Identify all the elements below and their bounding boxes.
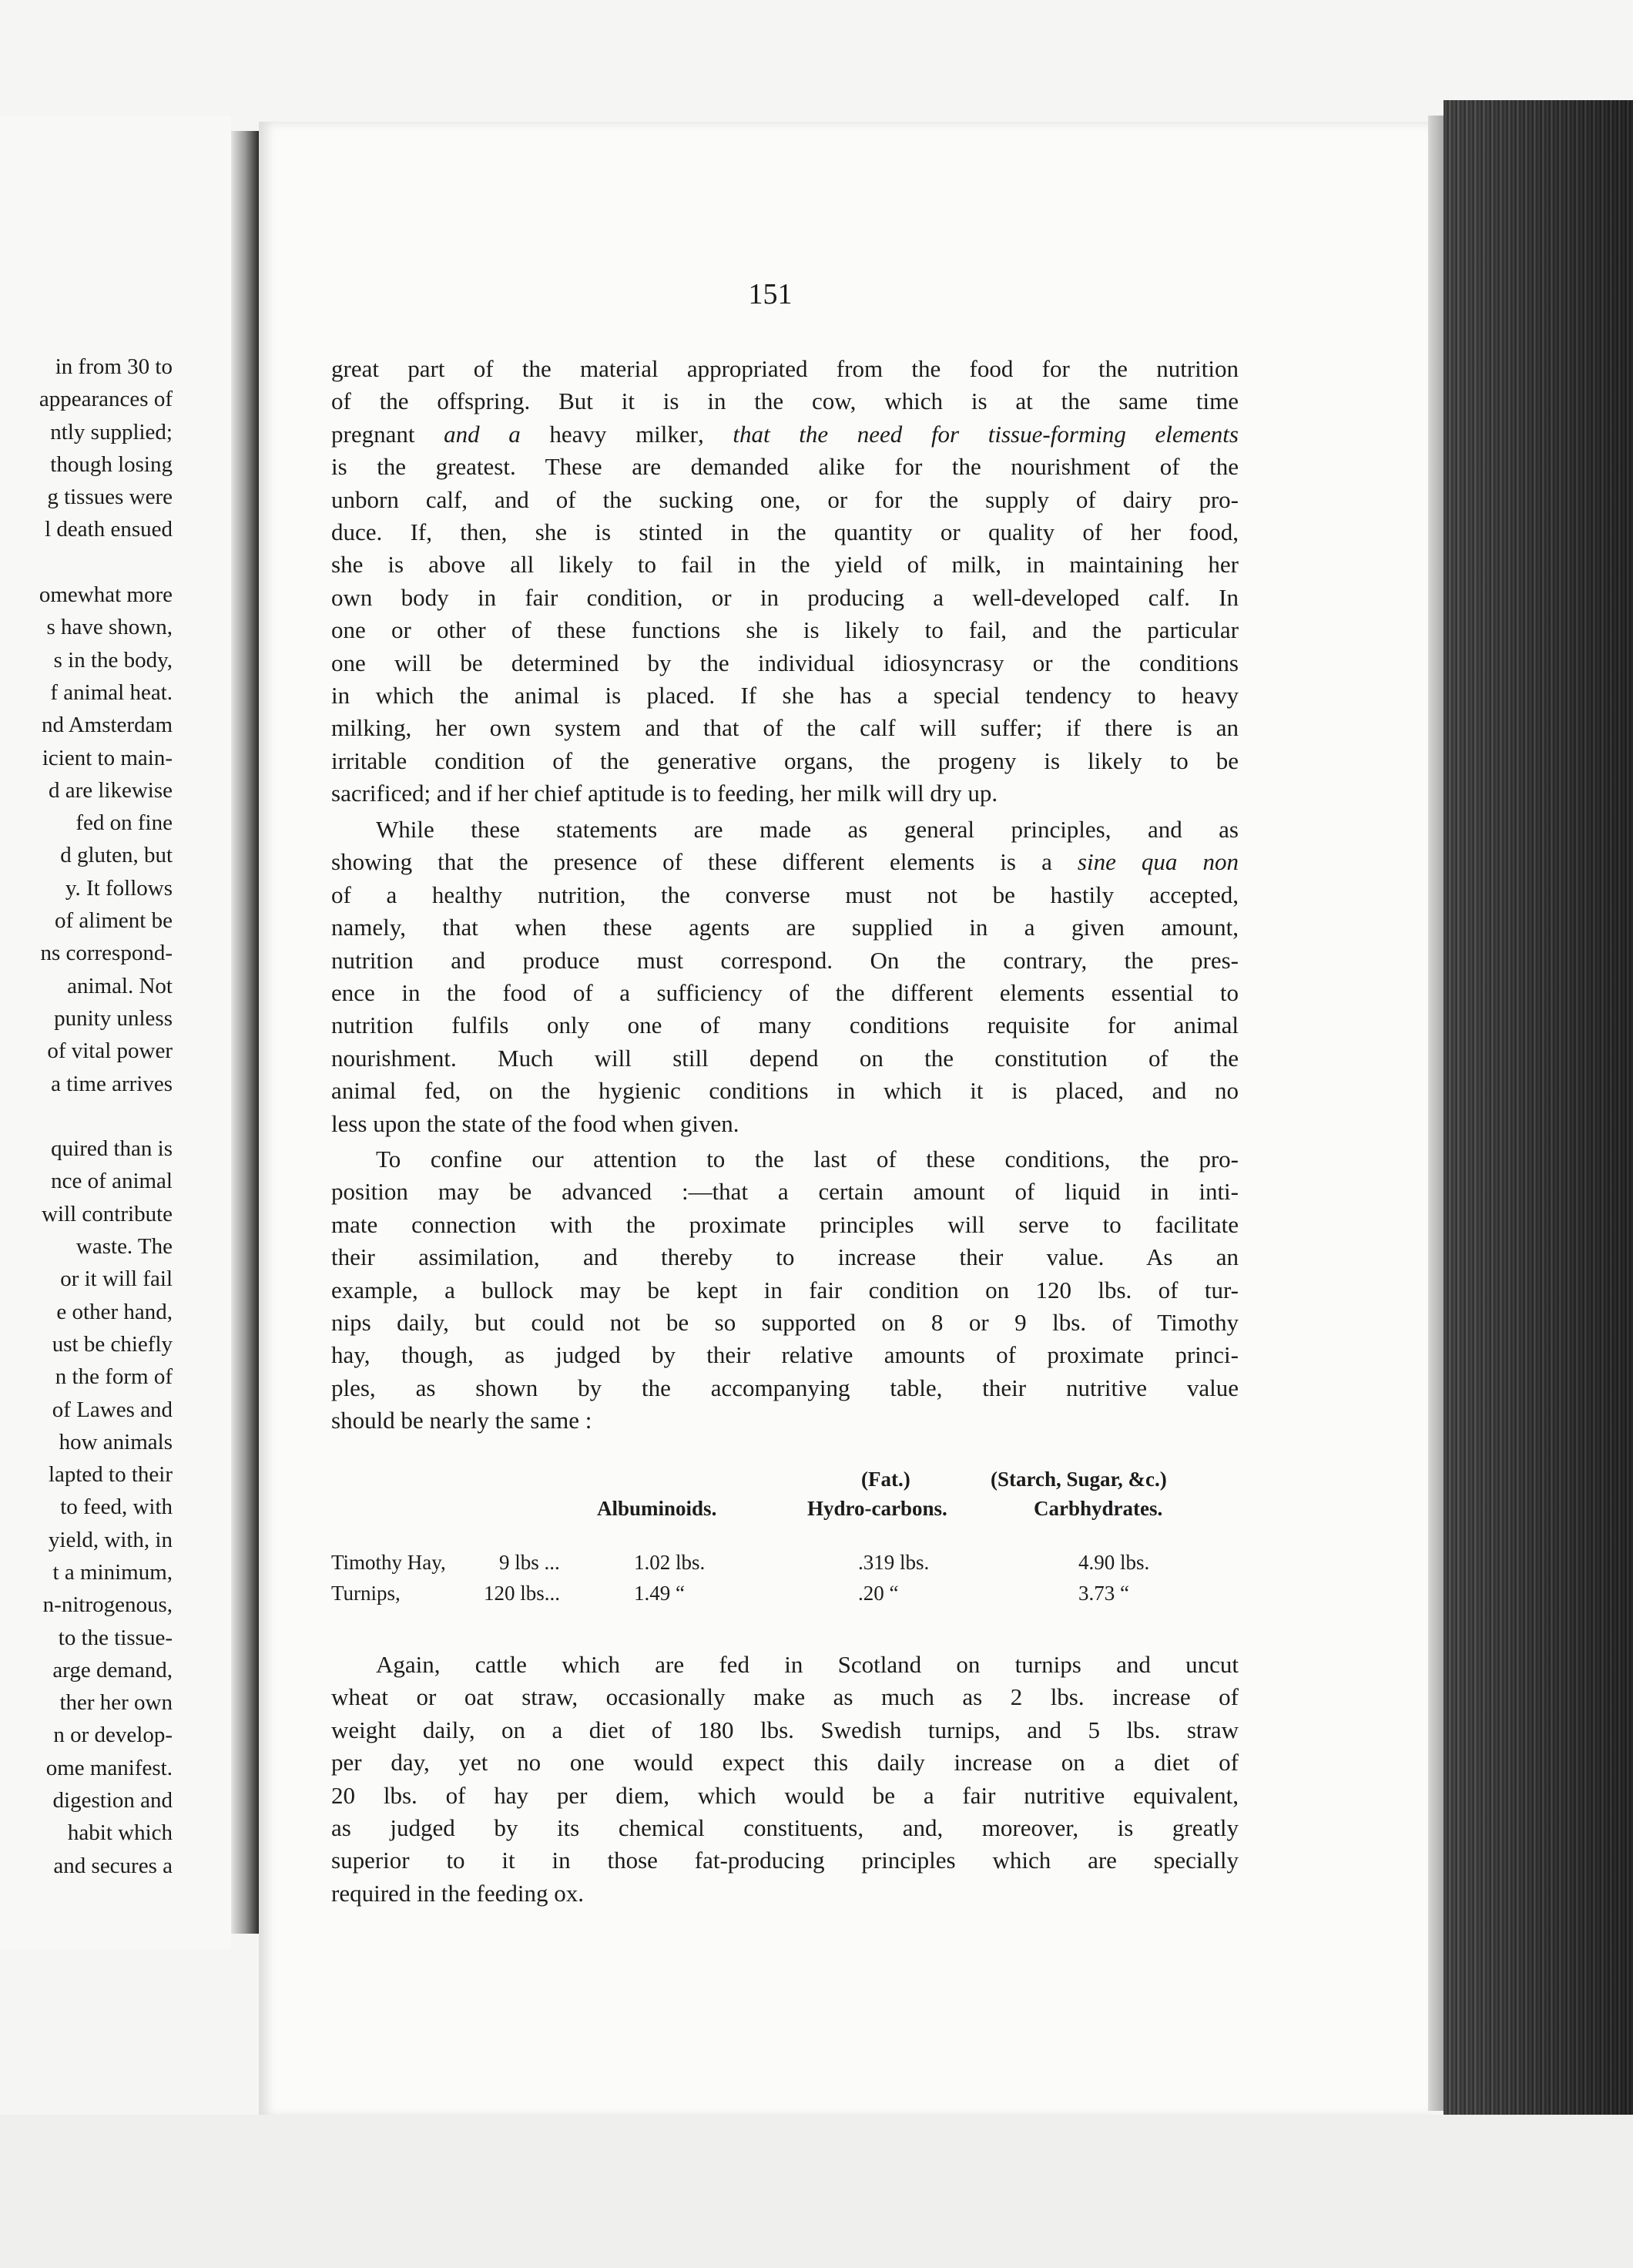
text-segment: pregnant xyxy=(331,420,415,448)
text-line: is the greatest. These are demanded alike for the nourishment of the xyxy=(331,453,1239,481)
left-page-line: ns correspond- xyxy=(40,941,173,966)
left-page-line: of aliment be xyxy=(54,908,173,934)
left-page-line: s have shown, xyxy=(46,615,173,640)
left-page-line: in from 30 to xyxy=(55,354,173,379)
left-page-line: icient to main- xyxy=(42,745,173,770)
text-line: namely, that when these agents are supplied in a given amount, xyxy=(331,914,1239,941)
table-row-1-qty: 9 lbs ... xyxy=(499,1551,560,1574)
text-line: example, a bullock may be kept in fair condition on 120 lbs. of tur- xyxy=(331,1276,1239,1303)
left-page-line: punity unless xyxy=(54,1005,173,1031)
table-head-starch: (Starch, Sugar, &c.) xyxy=(991,1468,1167,1491)
text-segment: heavy milker xyxy=(549,420,698,448)
book-fore-edge-shade xyxy=(1444,100,1633,2119)
paragraph-2 xyxy=(331,814,1239,1140)
text-line: nutrition and produce must correspond. On the contrary, the pres- xyxy=(331,946,1239,974)
text-line: of a healthy nutrition, the converse must not be hastily accepted, xyxy=(331,881,1239,908)
left-page-line: e other hand, xyxy=(56,1299,173,1324)
table-head-fat: (Fat.) xyxy=(861,1468,910,1491)
text-line: weight daily, on a diet of 180 lbs. Swedish turnips, and 5 lbs. straw xyxy=(331,1716,1239,1743)
text-line: as judged by its chemical constituents, and, moreover, is greatly xyxy=(331,1813,1239,1841)
text-segment: showing that the presence of these different elements is a xyxy=(331,848,1078,876)
left-page-line: ther her own xyxy=(59,1690,173,1716)
left-page-line: a time arrives xyxy=(51,1071,173,1096)
text-line: great part of the material appropriated from the food for the nutrition xyxy=(331,355,1239,382)
text-line: own body in fair condition, or in producing a well-developed calf. In xyxy=(331,583,1239,611)
left-page-line: of Lawes and xyxy=(52,1397,173,1422)
left-page-line: ust be chiefly xyxy=(52,1331,173,1357)
left-page-line: n the form of xyxy=(55,1364,173,1390)
text-line: required in the feeding ox. xyxy=(331,1879,584,1907)
text-line: 20 lbs. of hay per diem, which would be a fair nutritive equivalent, xyxy=(331,1781,1239,1809)
left-page-line: lapted to their xyxy=(48,1462,173,1488)
table-row-1-albuminoids: 1.02 lbs. xyxy=(634,1551,706,1574)
text-line: nips daily, but could not be so supported on 8 or 9 lbs. of Timothy xyxy=(331,1308,1239,1336)
text-line: of the offspring. But it is in the cow, which is at the same time xyxy=(331,388,1239,415)
left-page-line: l death ensued xyxy=(45,517,173,542)
left-page-line: arge demand, xyxy=(52,1657,173,1683)
page-number: 151 xyxy=(748,278,793,310)
table-row-2-qty: 120 lbs... xyxy=(484,1582,561,1605)
table-col-carbhydrates: Carbhydrates. xyxy=(1034,1497,1163,1520)
text-line xyxy=(331,418,1239,451)
text-line: per day, yet no one would expect this daily increase on a diet of xyxy=(331,1749,1239,1776)
text-line: one will be determined by the individual idiosyncrasy or the conditions xyxy=(331,649,1239,676)
text-line xyxy=(331,846,1239,878)
book-gutter xyxy=(231,131,259,1934)
italic-phrase: and a xyxy=(414,420,550,448)
text-line: While these statements are made as general principles, and as xyxy=(376,816,1239,843)
text-line: hay, though, as judged by their relative amounts of proximate princi- xyxy=(331,1341,1239,1369)
table-row-2-carbhydrates: 3.73 “ xyxy=(1078,1582,1129,1605)
left-page-line: quired than is xyxy=(51,1136,173,1162)
left-page-line: f animal heat. xyxy=(50,679,173,705)
text-line: mate connection with the proximate principles will serve to facilitate xyxy=(331,1210,1239,1238)
text-line: in which the animal is placed. If she has a special tendency to heavy xyxy=(331,681,1239,709)
text-line: sacrificed; and if her chief aptitude is to feeding, her milk will dry up. xyxy=(331,780,998,807)
text-line: animal fed, on the hygienic conditions in which it is placed, and no xyxy=(331,1077,1239,1105)
text-line: their assimilation, and thereby to increase their value. As an xyxy=(331,1243,1239,1271)
left-page-line: digestion and xyxy=(52,1788,173,1813)
paragraph-3 xyxy=(331,1143,1239,1438)
text-line: ence in the food of a sufficiency of the different elements essential to xyxy=(331,978,1239,1006)
italic-phrase: , that the need for tissue-forming elements xyxy=(698,420,1239,448)
text-line: milking, her own system and that of the calf will suffer; if there is an xyxy=(331,714,1239,742)
table-row-2-name: Turnips, xyxy=(331,1582,401,1605)
left-page-line: habit which xyxy=(67,1820,173,1846)
table-row-1-hydrocarbons: .319 lbs. xyxy=(858,1551,930,1574)
paragraph-4 xyxy=(331,1649,1239,1910)
table-row-1-carbhydrates: 4.90 lbs. xyxy=(1078,1551,1150,1574)
left-page-line: yield, with, in xyxy=(48,1527,173,1552)
left-page-line: fed on fine xyxy=(75,810,173,836)
text-line: one or other of these functions she is likely to fail, and the particular xyxy=(331,616,1239,644)
text-line: ples, as shown by the accompanying table, their nutritive value xyxy=(331,1374,1239,1401)
table-row-2-hydrocarbons: .20 “ xyxy=(858,1582,899,1605)
left-page-line: ome manifest. xyxy=(45,1755,173,1780)
left-page-line: g tissues were xyxy=(47,485,173,510)
table-col-hydrocarbons: Hydro-carbons. xyxy=(807,1497,947,1520)
left-page-line: will contribute xyxy=(42,1201,173,1226)
left-page-line: appearances of xyxy=(39,387,173,412)
left-page xyxy=(0,116,231,1949)
text-line: she is above all likely to fail in the yield of milk, in maintaining her xyxy=(331,551,1239,579)
text-line: To confine our attention to the last of these conditions, the pro- xyxy=(376,1146,1239,1173)
left-page-line: nce of animal xyxy=(51,1169,173,1194)
page-edge xyxy=(1428,116,1444,2111)
text-line: unborn calf, and of the sucking one, or for the supply of dairy pro- xyxy=(331,485,1239,513)
left-page-line: d gluten, but xyxy=(60,843,173,868)
paragraph-1 xyxy=(331,353,1239,810)
left-page-line: omewhat more xyxy=(39,582,173,608)
text-line: superior to it in those fat-producing principles which are specially xyxy=(331,1847,1239,1874)
text-line: nourishment. Much will still depend on the constitution of the xyxy=(331,1044,1239,1072)
left-page-line: animal. Not xyxy=(67,973,173,998)
left-page-line: y. It follows xyxy=(65,875,173,901)
left-page-line xyxy=(0,546,173,579)
text-line: duce. If, then, she is stinted in the quantity or quality of her food, xyxy=(331,518,1239,545)
left-page-line: and secures a xyxy=(53,1853,173,1878)
text-line: nutrition fulfils only one of many conditions requisite for animal xyxy=(331,1012,1239,1039)
table-row-2-albuminoids: 1.49 “ xyxy=(634,1582,685,1605)
left-page-line: n or develop- xyxy=(53,1723,173,1748)
left-page-line: or it will fail xyxy=(60,1267,173,1292)
italic-phrase: sine qua non xyxy=(1077,848,1239,876)
left-page-line: d are likewise xyxy=(48,777,173,803)
left-page-line: to feed, with xyxy=(60,1495,173,1520)
left-page-line: t a minimum, xyxy=(52,1559,173,1585)
left-page-line: of vital power xyxy=(47,1038,173,1064)
left-page-line: though losing xyxy=(50,451,173,477)
text-line: Again, cattle which are fed in Scotland on turnips and uncut xyxy=(376,1651,1239,1678)
left-page-line: to the tissue- xyxy=(58,1625,173,1650)
text-line: position may be advanced :—that a certain amount of liquid in inti- xyxy=(331,1178,1239,1206)
left-page-line xyxy=(0,1100,173,1132)
text-line: less upon the state of the food when given. xyxy=(331,1109,739,1137)
text-line: irritable condition of the generative organs, the progeny is likely to be xyxy=(331,746,1239,774)
left-page-line: ntly supplied; xyxy=(50,419,173,445)
table-row-1-name: Timothy Hay, xyxy=(331,1551,446,1574)
text-line: should be nearly the same : xyxy=(331,1407,592,1434)
left-page-line: n-nitrogenous, xyxy=(42,1592,173,1618)
left-page-line: nd Amsterdam xyxy=(42,713,173,738)
left-page-line: how animals xyxy=(59,1429,173,1454)
left-page-line: s in the body, xyxy=(53,647,173,673)
left-page-line: waste. The xyxy=(75,1234,173,1260)
scan-background xyxy=(0,2115,1633,2268)
text-line: wheat or oat straw, occasionally make as much as 2 lbs. increase of xyxy=(331,1683,1239,1711)
left-page-text xyxy=(0,351,173,1882)
table-col-albuminoids: Albuminoids. xyxy=(597,1497,717,1520)
